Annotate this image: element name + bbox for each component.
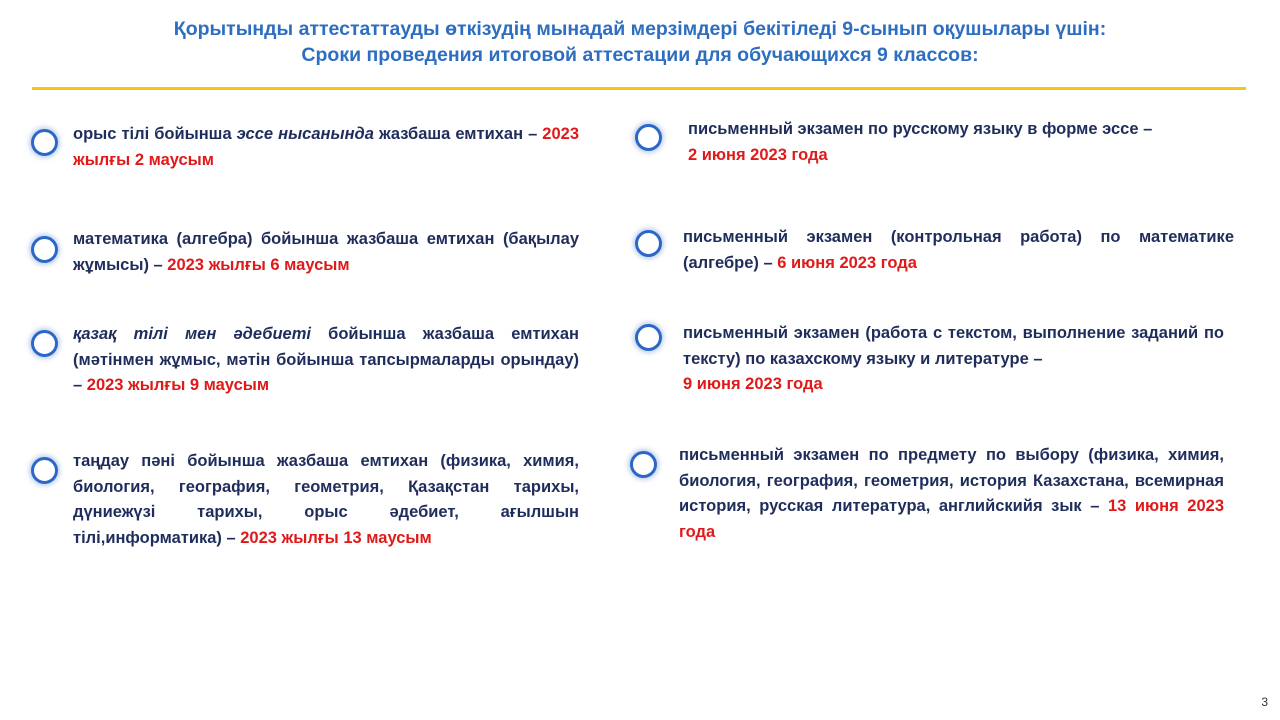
item-text: письменный экзамен (контрольная работа) по математике (алгебре) – (683, 228, 1234, 272)
exam-item-kz-kazakh (73, 322, 579, 399)
item-text: математика (алгебра) бойынша жазбаша емтихан (бақылау жұмысы) – (73, 230, 579, 274)
bullet-circle-icon (31, 236, 58, 263)
exam-date: 2023 жылғы 2 маусым (73, 125, 580, 169)
bullet-circle-icon (635, 124, 662, 151)
page-number: 3 (1261, 695, 1268, 709)
item-text: таңдау пәні бойынша жазбаша емтихан (физика, химия, биология, география, геометрия, Қазақстан тарихы, дүниежүзі тарихы, орыс әдебиет, ағылшын тілі,информатика) – (73, 452, 579, 547)
exam-date: 2 июня 2023 года (688, 145, 828, 164)
item-text: письменный экзамен (работа с текстом, выполнение заданий по тексту) по казахскому языку и литературе – (683, 324, 1224, 368)
bullet-circle-icon (635, 230, 662, 257)
exam-item-kz-russian (73, 122, 579, 173)
exam-item-kz-elective (73, 449, 579, 551)
exam-date: 2023 жылғы 9 маусым (86, 376, 270, 394)
item-text: бойынша жазбаша емтихан (мәтінмен жұмыс, мәтін бойынша тапсырмаларды орындау) – (73, 325, 580, 394)
item-text: орыс тілі бойынша (73, 125, 237, 143)
exam-item-ru-math (683, 225, 1234, 276)
exam-date: 9 июня 2023 года (683, 375, 823, 393)
item-text-italic: эссе нысанында (236, 125, 374, 143)
exam-date: 6 июня 2023 года (777, 253, 917, 272)
exam-item-ru-kazakh (683, 321, 1224, 398)
exam-item-ru-russian (688, 117, 1218, 168)
bullet-circle-icon (630, 451, 657, 478)
title-divider (32, 87, 1246, 90)
exam-date: 13 июня 2023 года (679, 497, 1224, 541)
item-text: жазбаша емтихан – (373, 125, 543, 143)
item-text: письменный экзамен по русскому языку в форме эссе – (688, 120, 1153, 138)
bullet-circle-icon (31, 129, 58, 156)
title-kazakh: Қорытынды аттестаттауды өткізудің мынадай мерзімдері бекітіледі 9-сынып оқушылары үшін: (173, 18, 1107, 40)
bullet-circle-icon (635, 324, 662, 351)
slide-title (60, 16, 1220, 68)
item-text-italic: қазақ тілі мен әдебиеті (73, 325, 311, 343)
exam-date: 2023 жылғы 6 маусым (167, 255, 350, 274)
item-text: письменный экзамен по предмету по выбору (физика, химия, биология, география, геометрия, история Казахстана, всемирная история, русская литература, английскийя зык – (679, 446, 1224, 515)
title-russian: Сроки проведения итоговой аттестации для обучающихся 9 классов: (301, 44, 979, 66)
exam-item-kz-math (73, 227, 579, 278)
exam-date: 2023 жылғы 13 маусым (240, 528, 432, 547)
bullet-circle-icon (31, 457, 58, 484)
exam-item-ru-elective (679, 443, 1224, 545)
bullet-circle-icon (31, 330, 58, 357)
